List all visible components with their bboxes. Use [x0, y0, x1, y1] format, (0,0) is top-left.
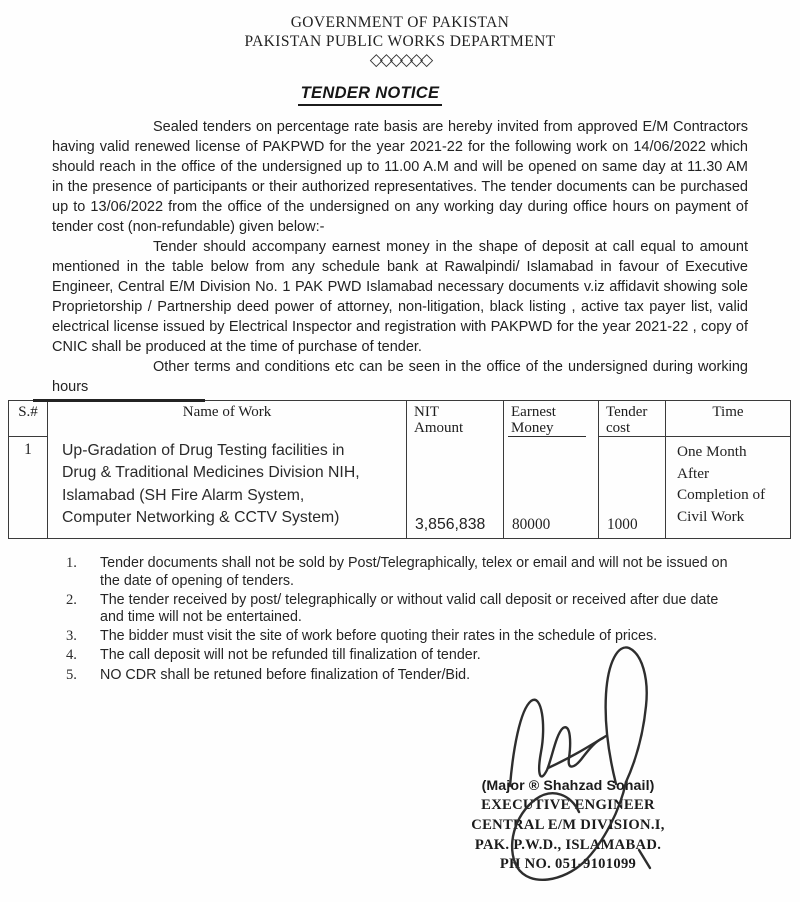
signatory-designation: EXECUTIVE ENGINEER: [481, 797, 655, 813]
works-table-wrap: [8, 400, 800, 539]
page-title: TENDER NOTICE: [298, 84, 443, 106]
condition-item: 3. The bidder must visit the site of work before quoting their rates in the schedule of prices.: [66, 628, 658, 645]
signature-block: [448, 777, 688, 875]
other-terms-paragraph: Other terms and conditions etc can be seen in the office of the undersigned during working hours: [52, 359, 748, 395]
signatory-name: (Major ® Shahzad Sohail): [481, 778, 655, 794]
condition-item: 1. Tender documents shall not be sold by Post/Telegraphically, telex or email and will not be issued on the date of opening of tenders.: [66, 555, 728, 589]
earnest-money-paragraph: Tender should accompany earnest money in the shape of deposit at call equal to amount mentioned in the table below from any schedule bank at Rawalpindi/ Islamabad in favour of Executive Engineer, Central E/M Division No. 1 PAK PWD Islamabad necessary documents v.iz affidavit showing sole Proprietorship / Partnership deed power of attorney, non-litigation, black listing , active tax payer list, valid electrical license issued by Electrical Inspector and registration with PAKPWD for the year 2021-22 , copy of CNIC shall be produced at the time of purchase of tender.: [52, 239, 748, 355]
cell-tender-cost: 1000: [599, 437, 666, 539]
signatory-division: CENTRAL E/M DIVISION.I,: [471, 816, 665, 833]
cell-earnest-money: 80000: [504, 437, 599, 539]
col-header-tender-cost: Tender cost: [599, 401, 666, 437]
cell-nit-amount: 3,856,838: [407, 437, 504, 539]
col-header-name-of-work: Name of Work: [48, 401, 407, 437]
department-name: PAKISTAN PUBLIC WORKS DEPARTMENT: [244, 33, 556, 50]
cell-time: One Month After Completion of Civil Work: [666, 437, 791, 539]
scan-rule-artifact: [33, 399, 205, 402]
body-text: [52, 117, 748, 397]
col-header-time: Time: [666, 401, 791, 437]
signatory-organization: PAK. P.W.D., ISLAMABAD.: [474, 836, 662, 853]
col-header-earnest-money: Earnest Money: [504, 401, 599, 437]
conditions-list: [66, 555, 740, 684]
works-table: [8, 400, 791, 539]
condition-item: 5. NO CDR shall be retuned before finalization of Tender/Bid.: [66, 666, 471, 683]
signatory-phone: PH NO. 051-9101099: [499, 856, 637, 873]
condition-item: 2. The tender received by post/ telegraphically or without valid call deposit or received after due date and time will not be entertained.: [66, 591, 719, 626]
cell-serial-no: 1: [9, 437, 48, 539]
cell-name-of-work: Up-Gradation of Drug Testing facilities in Drug & Traditional Medicines Division NIH, Islamabad (SH Fire Alarm System, Computer Networking & CCTV System): [48, 437, 407, 539]
intro-paragraph: Sealed tenders on percentage rate basis are hereby invited from approved E/M Contractors having valid renewed license of PAKPWD for the year 2021-22 for the following work on 14/06/2022 which should reach in the office of the undersigned up to 11.00 A.M and will be opened on same day at 11.30 AM in the presence of participants or their authorized representatives. The tender documents can be purchased up to 13/06/2022 from the office of the undersigned on any working day during office hours on payment of tender cost (non-refundable) given below:-: [52, 119, 748, 235]
table-header-row: [9, 401, 791, 437]
government-name: GOVERNMENT OF PAKISTAN: [290, 14, 510, 31]
diamond-ornament: ◇◇◇◇◇◇: [369, 50, 431, 70]
letterhead: [0, 0, 800, 68]
condition-item: 4. The call deposit will not be refunded till finalization of tender.: [66, 647, 481, 664]
col-header-nit-amount: NIT Amount: [407, 401, 504, 437]
table-row: [9, 437, 791, 539]
title-row: [0, 84, 770, 106]
col-header-sno: S.#: [9, 401, 48, 437]
